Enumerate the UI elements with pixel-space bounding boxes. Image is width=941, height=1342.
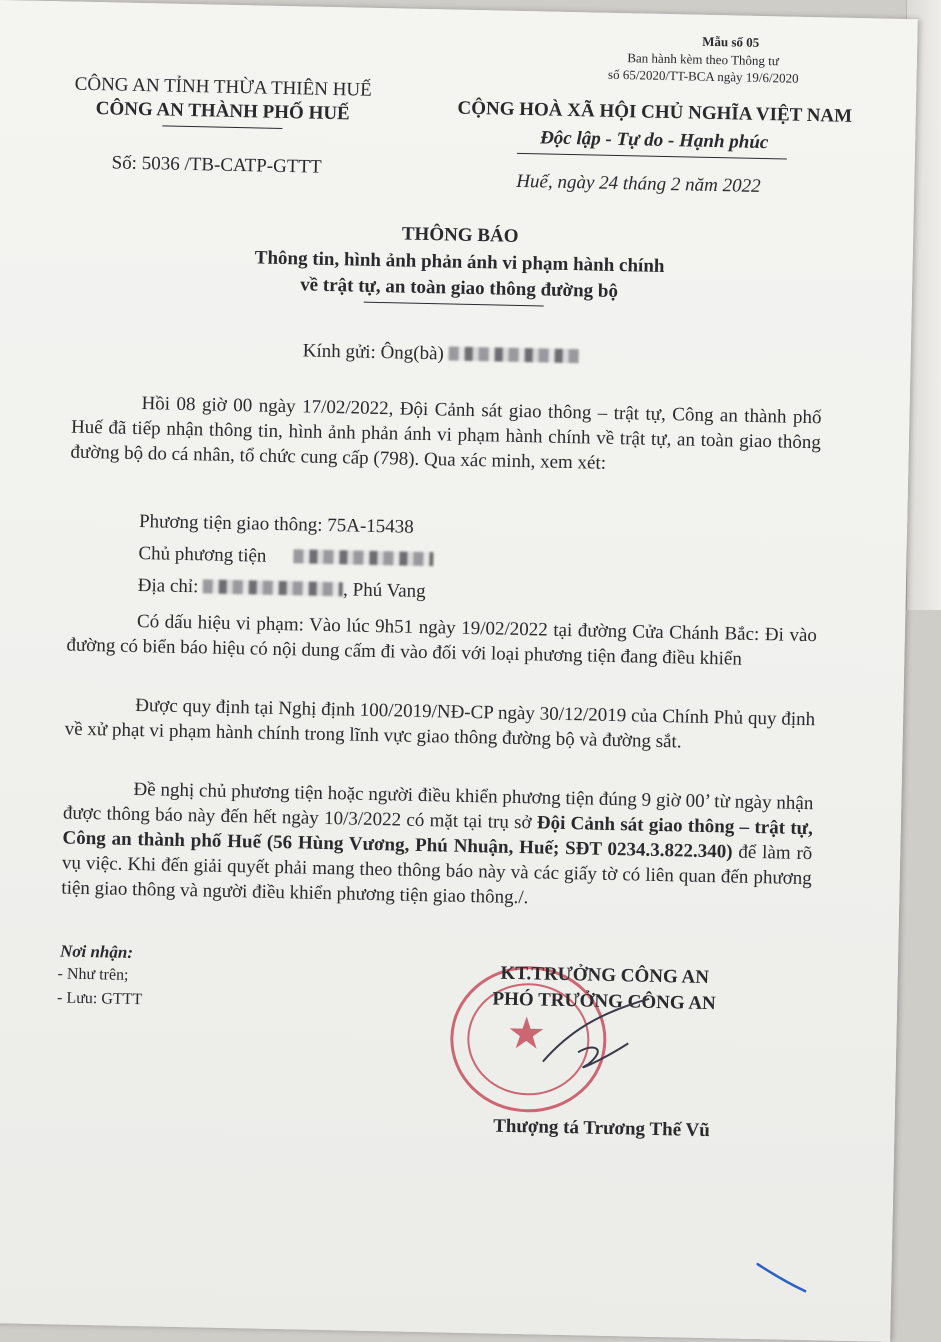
owner-line: [138, 541, 433, 572]
owner-label: Chủ phương tiện: [138, 543, 267, 567]
document-number: Số: 5036 /TB-CATP-GTTT: [111, 152, 322, 178]
address-tail: , Phú Vang: [342, 579, 426, 603]
recipient-2: - Lưu: GTTT: [56, 989, 143, 1009]
form-issued-line1: Ban hành kèm theo Thông tư: [627, 50, 780, 69]
nation-title: CỘNG HOÀ XÃ HỘI CHỦ NGHĨA VIỆT NAM: [457, 97, 853, 127]
agency-name: CÔNG AN THÀNH PHỐ HUẾ: [95, 98, 350, 125]
notice-subtitle-1: Thông tin, hình ảnh phản ánh vi phạm hành chính: [254, 247, 665, 277]
redacted-owner: [293, 549, 433, 566]
issue-date: Huế, ngày 24 tháng 2 năm 2022: [516, 170, 761, 197]
greeting-text: Kính gửi: Ông(bà): [302, 340, 445, 365]
motto-underline: [517, 153, 787, 160]
subtitle-underline: [364, 302, 544, 307]
nation-motto: Độc lập - Tự do - Hạnh phúc: [539, 127, 769, 154]
signature-title-2: PHÓ TRƯỞNG CÔNG AN: [492, 988, 716, 1015]
recipients-label: Nơi nhận:: [59, 941, 134, 962]
agency-underline: [162, 125, 282, 129]
paragraph-intro-text: Hồi 08 giờ 00 ngày 17/02/2022, Đội Cảnh sát giao thông – trật tự, Công an thành phố Huế đã tiếp nhận thông tin, hình ảnh phản ánh vi phạm hành chính về trật tự, an toàn giao thông đường bộ do cá nhân, tổ chức cung cấp (798). Qua xác minh, xem xét:: [70, 393, 822, 474]
request-text-address: Đội Cảnh sát giao thông – trật tự, Công an thành phố Huế (56 Hùng Vương, Phú Nhuận, Huế; SĐT 0234.3.822.340): [62, 812, 814, 863]
paragraph-regulation-text: Được quy định tại Nghị định 100/2019/NĐ-CP ngày 30/12/2019 của Chính Phủ quy định về xử phạt vi phạm hành chính trong lĩnh vực giao thông đường bộ và đường sắt.: [64, 694, 816, 753]
recipient-1: - Như trên;: [57, 965, 129, 984]
paragraph-violation-text: Có dấu hiệu vi phạm: Vào lúc 9h51 ngày 19/02/2022 tại đường Cửa Chánh Bắc: Đi vào đường có biển báo hiệu có nội dung cấm đi vào đối với loại phương tiện đang điều khiển: [66, 611, 818, 670]
star-icon: ★: [506, 1008, 547, 1059]
signature-title-1: KT.TRƯỞNG CÔNG AN: [500, 962, 710, 989]
form-number: Mẫu số 05: [702, 33, 760, 50]
form-issued-line2: số 65/2020/TT-BCA ngày 19/6/2020: [607, 66, 799, 86]
greeting: [302, 340, 578, 368]
paragraph-intro: [70, 390, 821, 481]
address-line: [138, 573, 426, 604]
pen-mark-icon: [753, 1256, 814, 1297]
notice-title: THÔNG BÁO: [401, 223, 519, 247]
handwritten-signature: [538, 992, 680, 1075]
address-label: Địa chỉ:: [137, 575, 199, 598]
paragraph-violation: [66, 608, 817, 674]
request-text-a: Đề nghị chủ phương tiện hoặc người điều khiển phương tiện đúng 9 giờ 00’ từ ngày nhận được thông báo này đến hết ngày 10/3/2022 có mặt tại trụ sở: [62, 778, 814, 834]
paragraph-regulation: [64, 692, 815, 758]
notice-subtitle-2: về trật tự, an toàn giao thông đường bộ: [299, 274, 619, 303]
agency-parent: CÔNG AN TỈNH THỪA THIÊN HUẾ: [74, 73, 372, 101]
redacted-address: [203, 579, 343, 596]
paragraph-request: [61, 776, 813, 917]
signer-name: Thượng tá Trương Thế Vũ: [492, 1115, 711, 1142]
request-text-c: để làm rõ vụ việc. Khi đến giải quyết phải mang theo thông báo này và các giấy tờ có liên quan đến phương tiện giao thông và người điều khiển phương tiện giao thông./.: [61, 841, 813, 909]
redacted-name: [448, 346, 578, 363]
vehicle-line: Phương tiện giao thông: 75A-15438: [138, 511, 415, 538]
